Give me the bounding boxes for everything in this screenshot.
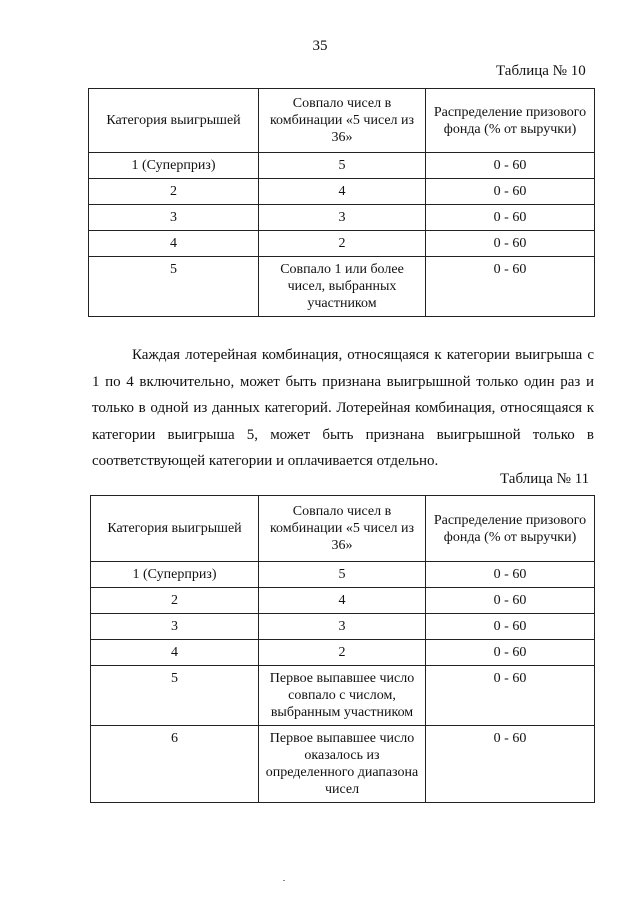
cell-matched: Первое выпавшее число совпало с числом, выбранным участником: [259, 666, 426, 726]
page-number: 35: [312, 38, 328, 54]
table-header-row: [91, 496, 595, 562]
header-distribution: Распределение призового фонда (% от выручки): [426, 496, 595, 562]
cell-category: 6: [91, 726, 259, 803]
table-row: [91, 726, 595, 803]
cell-category: 1 (Суперприз): [89, 153, 259, 179]
prize-table-10-body: [89, 89, 595, 317]
cell-matched: 2: [259, 231, 426, 257]
cell-matched: 2: [259, 640, 426, 666]
cell-distribution: 0 - 60: [426, 666, 595, 726]
table-row: [91, 666, 595, 726]
cell-distribution: 0 - 60: [426, 153, 595, 179]
table-11-label: Таблица № 11: [500, 471, 590, 487]
header-matched: Совпало чисел в комбинации «5 чисел из 36»: [259, 496, 426, 562]
cell-category: 2: [89, 179, 259, 205]
cell-distribution: 0 - 60: [426, 726, 595, 803]
cell-distribution: 0 - 60: [426, 179, 595, 205]
cell-matched: 3: [259, 614, 426, 640]
header-category: Категория выигрышей: [91, 496, 259, 562]
table-row: [89, 231, 595, 257]
cell-distribution: 0 - 60: [426, 588, 595, 614]
cell-matched: 3: [259, 205, 426, 231]
cell-category: 4: [89, 231, 259, 257]
cell-distribution: 0 - 60: [426, 614, 595, 640]
prize-table-11-body: [91, 496, 595, 803]
cell-matched: 4: [259, 588, 426, 614]
header-distribution: Распределение призового фонда (% от выручки): [426, 89, 595, 153]
cell-category: 1 (Суперприз): [91, 562, 259, 588]
cell-distribution: 0 - 60: [426, 640, 595, 666]
cell-category: 2: [91, 588, 259, 614]
table-row: [89, 257, 595, 317]
cell-category: 3: [91, 614, 259, 640]
cell-matched: Первое выпавшее число оказалось из определенного диапазона чисел: [259, 726, 426, 803]
cell-category: 3: [89, 205, 259, 231]
cell-distribution: 0 - 60: [426, 562, 595, 588]
table-header-row: [89, 89, 595, 153]
prize-table-10: [88, 88, 595, 317]
cell-distribution: 0 - 60: [426, 231, 595, 257]
cell-matched: 5: [259, 153, 426, 179]
cell-distribution: 0 - 60: [426, 257, 595, 317]
table-row: [91, 640, 595, 666]
table-row: [89, 179, 595, 205]
table-row: [91, 614, 595, 640]
header-category: Категория выигрышей: [89, 89, 259, 153]
table-row: [89, 153, 595, 179]
prize-table-11: [90, 495, 595, 803]
cell-matched: Совпало 1 или более чисел, выбранных участником: [259, 257, 426, 317]
header-matched: Совпало чисел в комбинации «5 чисел из 36»: [259, 89, 426, 153]
rules-paragraph: Каждая лотерейная комбинация, относящаяся к категории выигрыша с 1 по 4 включительно, может быть признана выигрышной только один раз и только в одной из данных категорий. Лотерейная комбинация, относящаяся к категории выигрыша 5, может быть признана выигрышной только в соответствующей категории и оплачивается отдельно.: [92, 347, 594, 469]
cell-matched: 5: [259, 562, 426, 588]
table-row: [91, 588, 595, 614]
table-row: [91, 562, 595, 588]
table-row: [89, 205, 595, 231]
cell-category: 5: [91, 666, 259, 726]
cell-distribution: 0 - 60: [426, 205, 595, 231]
table-10-label: Таблица № 10: [496, 63, 586, 79]
cell-category: 4: [91, 640, 259, 666]
cell-category: 5: [89, 257, 259, 317]
scan-mark: [283, 880, 285, 881]
cell-matched: 4: [259, 179, 426, 205]
